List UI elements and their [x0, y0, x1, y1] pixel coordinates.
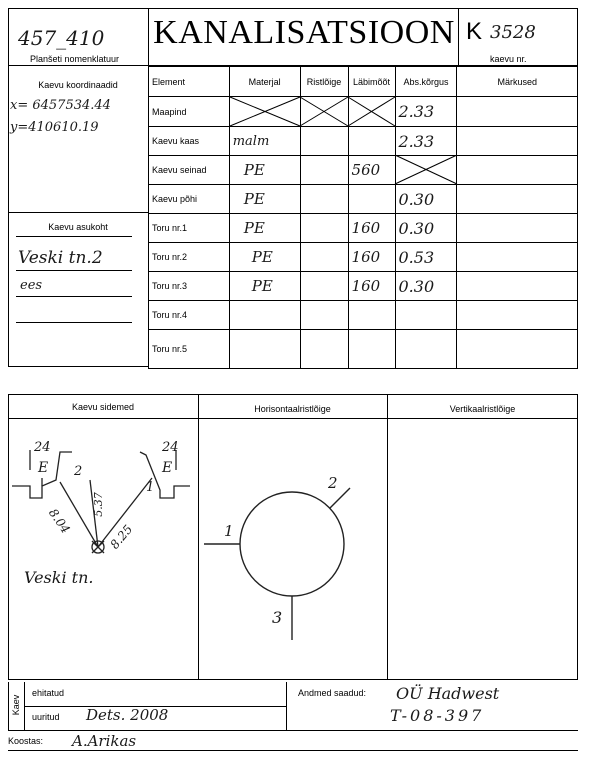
col-header-cross: Ristlõige: [300, 67, 348, 97]
page-title: KANALISATSIOON: [153, 14, 455, 51]
row-height: 0.30: [395, 272, 457, 301]
row-diameter: 160: [348, 214, 395, 243]
row-material: PE: [229, 243, 300, 272]
row-element: Kaevu põhi: [149, 185, 230, 214]
row-cross: [300, 243, 348, 272]
section-frame: [8, 394, 578, 680]
sketch-pipe-1: 1: [146, 480, 155, 495]
elements-table: [148, 66, 578, 369]
row-height: 0.30: [395, 214, 457, 243]
row-cross: [300, 301, 348, 330]
row-element: Toru nr.4: [149, 301, 230, 330]
sketch-street: Veski tn.: [24, 568, 94, 587]
table-row: [149, 127, 578, 156]
compiled-label: Koostas:: [8, 736, 44, 746]
row-notes: [457, 127, 578, 156]
table-row: [149, 330, 578, 369]
sheet-label: Planšeti nomenklatuur: [30, 54, 120, 64]
row-material: malm: [229, 127, 300, 156]
table-row: [149, 243, 578, 272]
row-height: 2.33: [395, 97, 457, 127]
row-element: Toru nr.3: [149, 272, 230, 301]
row-element: Kaevu kaas: [149, 127, 230, 156]
footer-side-label: Kaev: [11, 694, 21, 716]
row-notes: [457, 243, 578, 272]
row-cross: [300, 127, 348, 156]
row-cross: [300, 156, 348, 185]
table-row: [149, 214, 578, 243]
row-notes: [457, 185, 578, 214]
hsection-pipe-1: 1: [224, 522, 234, 540]
well-letter: K: [466, 18, 483, 45]
row-cross: [300, 185, 348, 214]
row-cross: [300, 272, 348, 301]
row-notes: [457, 97, 578, 127]
hsection-pipe-3: 3: [272, 608, 283, 627]
table-header-row: [149, 67, 578, 97]
row-cross: [300, 330, 348, 369]
table-row: [149, 272, 578, 301]
table-row: [149, 97, 578, 127]
row-notes: [457, 156, 578, 185]
built-label: ehitatud: [32, 688, 65, 698]
source-label: Andmed saadud:: [298, 688, 367, 698]
location-line2: ees: [20, 278, 43, 293]
row-notes: [457, 301, 578, 330]
row-height: 0.53: [395, 243, 457, 272]
row-height: [395, 330, 457, 369]
row-height: 2.33: [395, 127, 457, 156]
sketch-dist-c: 8.25: [107, 522, 136, 552]
row-notes: [457, 330, 578, 369]
row-material: [229, 97, 300, 127]
row-height: [395, 156, 457, 185]
row-diameter: [348, 127, 395, 156]
row-diameter: 160: [348, 272, 395, 301]
row-diameter: [348, 301, 395, 330]
coords-label: Kaevu koordinaadid: [38, 80, 118, 90]
hsection-pipe-2: 2: [328, 474, 338, 492]
row-element: Toru nr.5: [149, 330, 230, 369]
row-height: 0.30: [395, 185, 457, 214]
row-diameter: [348, 185, 395, 214]
col-header-element: Element: [149, 67, 230, 97]
well-number-label: kaevu nr.: [490, 54, 527, 64]
sheet-number: 457_410: [18, 26, 105, 50]
row-material: [229, 301, 300, 330]
row-diameter: 560: [348, 156, 395, 185]
location-label: Kaevu asukoht: [48, 222, 108, 232]
table-row: [149, 156, 578, 185]
surveyed-date: Dets. 2008: [86, 706, 169, 724]
sketch-left-letter: E: [38, 460, 49, 476]
row-diameter: 160: [348, 243, 395, 272]
row-element: Toru nr.1: [149, 214, 230, 243]
row-material: PE: [229, 185, 300, 214]
col-header-diameter: Läbimõõt: [348, 67, 395, 97]
row-material: [229, 330, 300, 369]
sketch-dist-a: 8.04: [45, 506, 73, 536]
source-code: T-08-397: [390, 706, 485, 725]
col-header-material: Materjal: [229, 67, 300, 97]
row-diameter: [348, 97, 395, 127]
table-row: [149, 301, 578, 330]
col-header-height: Abs.kõrgus: [395, 67, 457, 97]
sketch-left-num: 24: [34, 440, 51, 455]
row-element: Maapind: [149, 97, 230, 127]
horizontal-section-heading: Horisontaalristlõige: [254, 404, 331, 414]
row-notes: [457, 214, 578, 243]
compiled-by: A.Arikas: [72, 732, 137, 750]
table-row: [149, 185, 578, 214]
row-notes: [457, 272, 578, 301]
row-height: [395, 301, 457, 330]
row-diameter: [348, 330, 395, 369]
coord-y: y=410610.19: [10, 120, 99, 135]
location-line1: Veski tn.2: [18, 248, 103, 268]
row-material: PE: [229, 156, 300, 185]
vertical-section-heading: Vertikaalristlõige: [449, 404, 516, 414]
well-number: 3528: [490, 22, 536, 43]
row-cross: [300, 214, 348, 243]
row-material: PE: [229, 272, 300, 301]
surveyed-label: uuritud: [32, 712, 60, 722]
row-material: PE: [229, 214, 300, 243]
row-element: Kaevu seinad: [149, 156, 230, 185]
row-cross: [300, 97, 348, 127]
sketch-right-letter: E: [162, 460, 173, 476]
coord-x: x= 6457534.44: [10, 98, 111, 113]
col-header-notes: Märkused: [457, 67, 578, 97]
sketch-dist-b: 5.37: [91, 492, 105, 517]
sketch-right-num: 24: [162, 440, 179, 455]
well-links-heading: Kaevu sidemed: [71, 402, 135, 412]
sketch-pipe-2: 2: [74, 464, 83, 479]
row-element: Toru nr.2: [149, 243, 230, 272]
source-company: OÜ Hadwest: [396, 684, 500, 703]
